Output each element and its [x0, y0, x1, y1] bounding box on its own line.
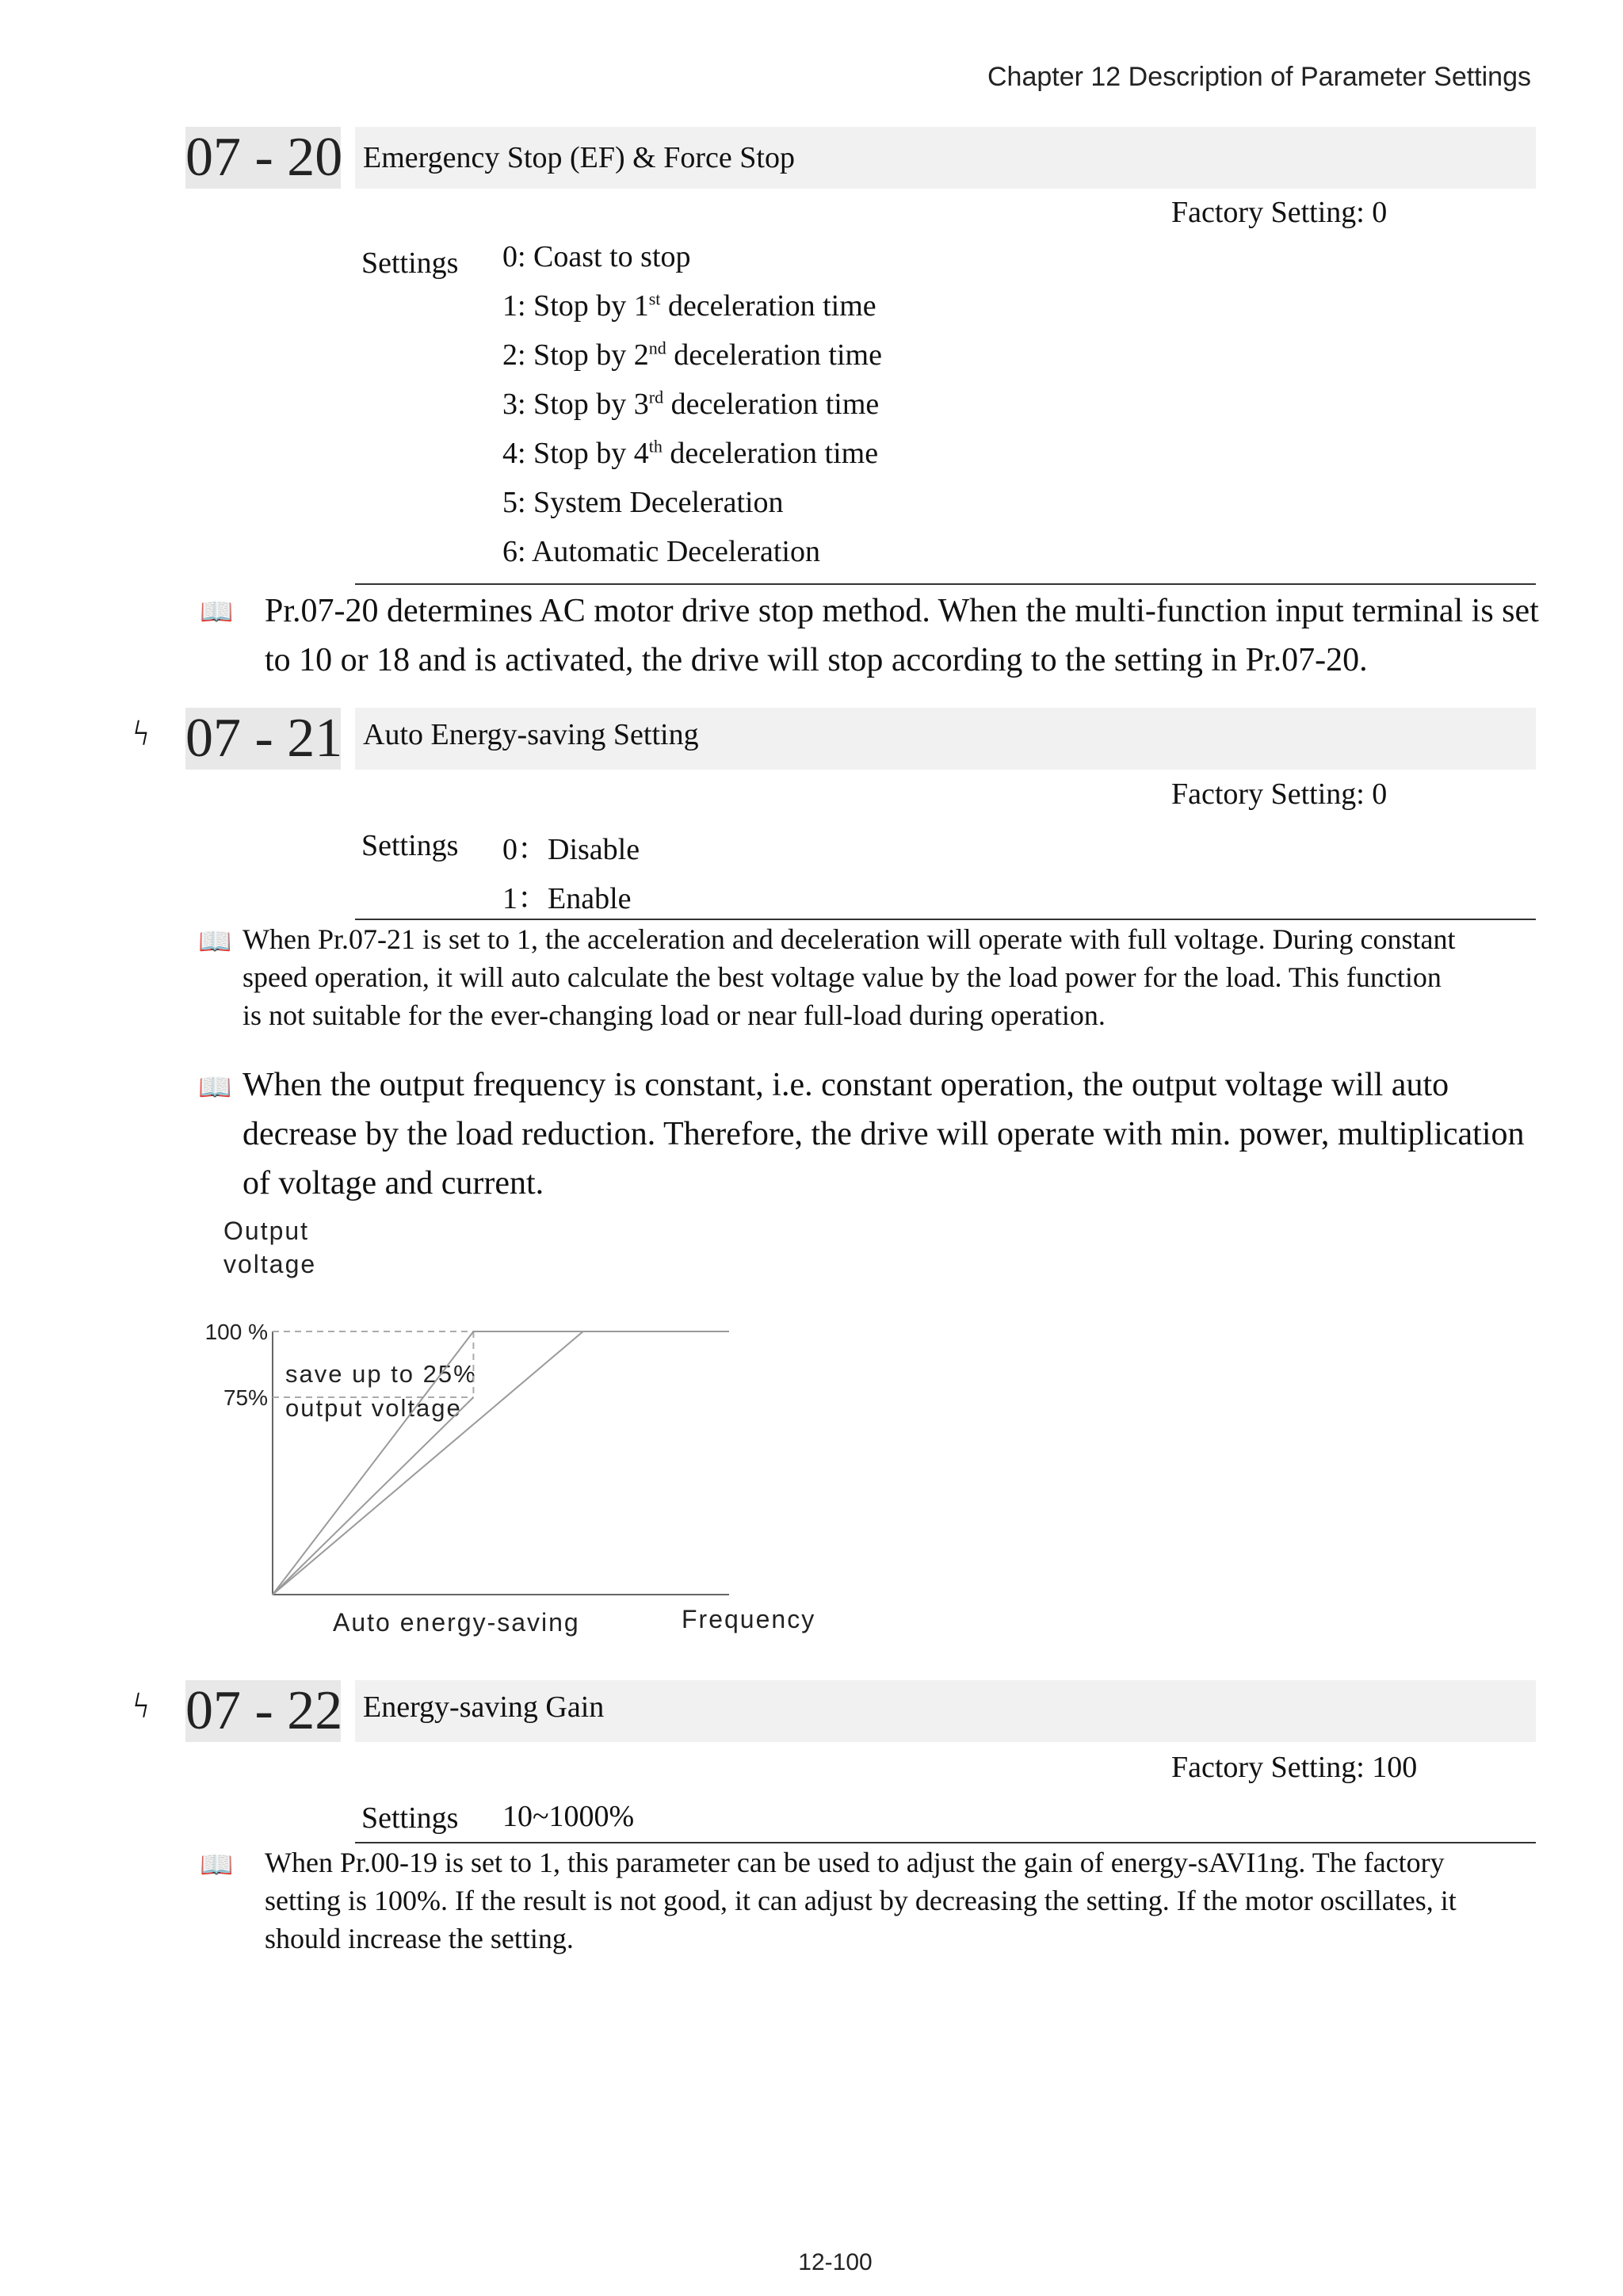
- settings-label: Settings: [361, 1801, 459, 1835]
- chart-xlabel: Frequency: [682, 1605, 816, 1633]
- settings-label: Settings: [361, 246, 459, 280]
- energy-saving-chart: [174, 1213, 856, 1641]
- param-name: Auto Energy-saving Setting: [363, 718, 699, 751]
- book-icon: 📖: [198, 927, 232, 957]
- chart-annotation: save up to 25%: [285, 1360, 477, 1388]
- note-text: Pr.07-20 determines AC motor drive stop method. When the multi-function input terminal is set to 10 or 18 and is activated, the drive will stop according to the setting in Pr.07-20.: [265, 593, 1539, 678]
- chart-caption: Auto energy-saving: [333, 1608, 580, 1637]
- chart-ylabel: voltage: [223, 1250, 317, 1278]
- param-name: Emergency Stop (EF) & Force Stop: [363, 141, 795, 174]
- page-number: 12-100: [798, 2249, 873, 2275]
- setting-item: 4: Stop by 4th deceleration time: [502, 436, 879, 470]
- factory-setting: Factory Setting: 0: [1171, 196, 1388, 229]
- param-number: 07 - 21: [185, 708, 343, 769]
- chart-annotation: output voltage: [285, 1394, 462, 1422]
- book-icon: 📖: [200, 598, 234, 627]
- book-icon: 📖: [200, 1851, 234, 1880]
- param-name: Energy-saving Gain: [363, 1690, 605, 1724]
- note-text: When Pr.07-21 is set to 1, the acceleration and deceleration will operate with full voltage. During constant speed operation, it will auto calculate the best voltage value by the load power for the load. This function is not suitable for the ever-changing load or near full-load during operation.: [242, 923, 1456, 1031]
- note-text: When Pr.00-19 is set to 1, this parameter can be used to adjust the gain of energy-sAVI1ng. The factory setting is 100%. If the result is not good, it can adjust by decreasing the setting. If the motor oscillates, it should increase the setting.: [265, 1847, 1457, 1954]
- setting-item: 5: System Deceleration: [502, 486, 784, 519]
- y-tick-label: 100 %: [204, 1320, 268, 1344]
- param-number: 07 - 20: [185, 127, 343, 188]
- setting-item: 0：Disable: [502, 833, 640, 866]
- chart-ylabel: Output: [223, 1217, 310, 1245]
- setting-item: 6: Automatic Deceleration: [502, 535, 820, 568]
- settings-label: Settings: [361, 829, 459, 862]
- setting-item: 0: Coast to stop: [502, 240, 691, 273]
- factory-setting: Factory Setting: 100: [1171, 1751, 1418, 1784]
- setting-item: 1：Enable: [502, 882, 632, 915]
- rw-icon: ϟ: [133, 1687, 149, 1725]
- y-tick-label: 75%: [223, 1385, 268, 1410]
- setting-item: 3: Stop by 3rd deceleration time: [502, 387, 880, 421]
- note-text: When the output frequency is constant, i.e. constant operation, the output voltage will auto decrease by the load reduction. Therefore, the drive will operate with min. power, multiplication of voltage and current.: [242, 1067, 1525, 1201]
- factory-setting: Factory Setting: 0: [1171, 777, 1388, 811]
- book-icon: 📖: [198, 1073, 232, 1102]
- setting-item: 2: Stop by 2nd deceleration time: [502, 338, 882, 372]
- chapter-header: Chapter 12 Description of Parameter Settings: [987, 62, 1531, 92]
- rw-icon: ϟ: [133, 714, 149, 753]
- setting-item: 10~1000%: [502, 1800, 635, 1833]
- param-number: 07 - 22: [185, 1680, 343, 1741]
- setting-item: 1: Stop by 1st deceleration time: [502, 288, 876, 323]
- series-line: [273, 1397, 473, 1595]
- divider: [355, 583, 1536, 585]
